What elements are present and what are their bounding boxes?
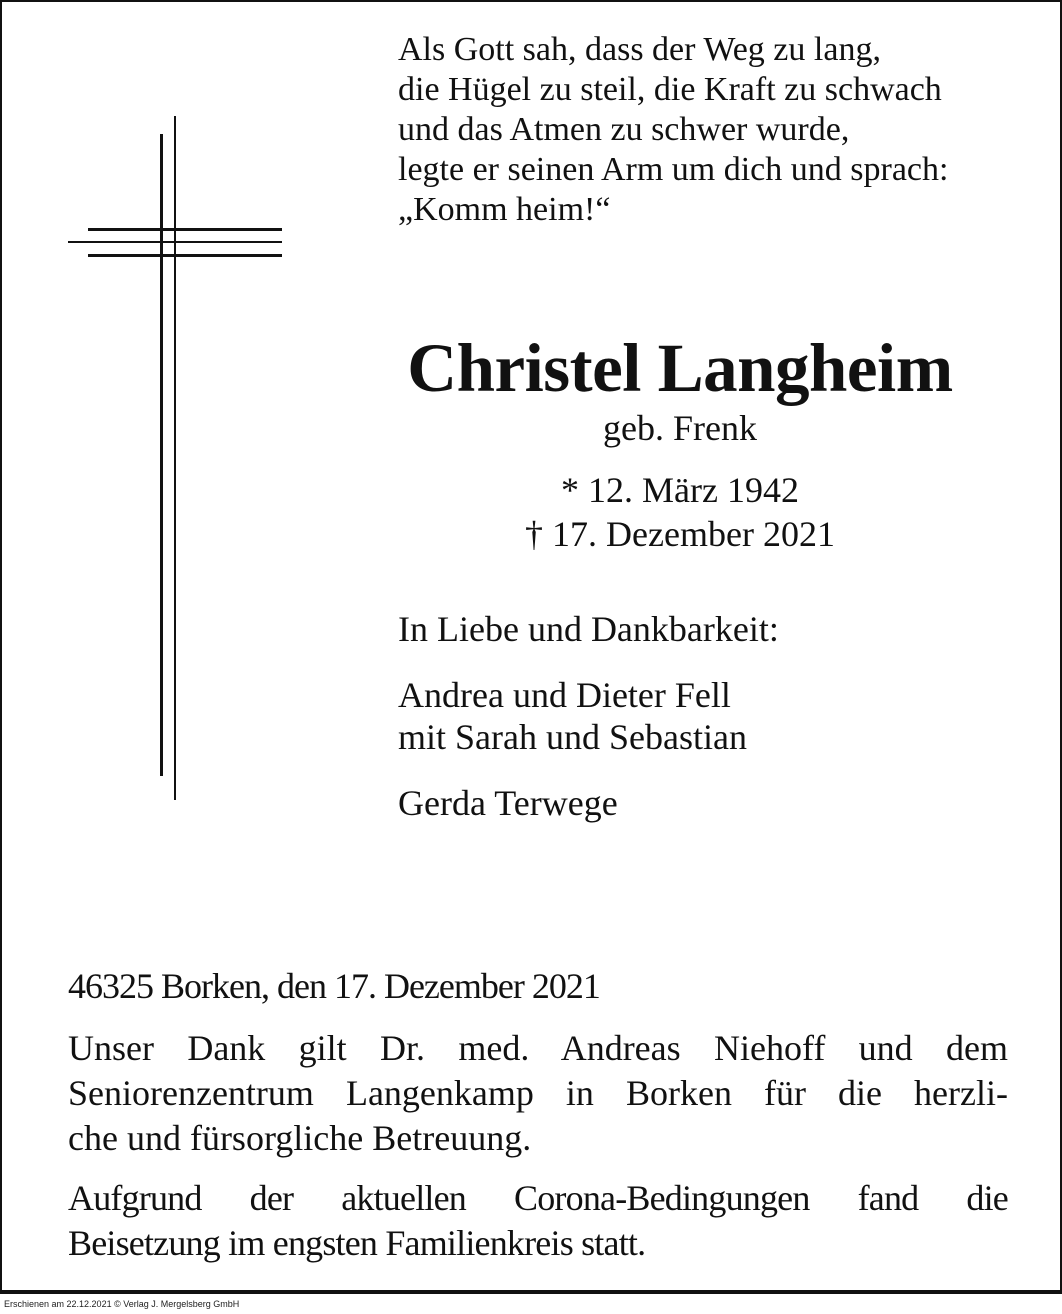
poem-line: die Hügel zu steil, die Kraft zu schwach — [398, 71, 942, 108]
death-date: † 17. Dezember 2021 — [525, 514, 835, 554]
family-line: mit Sarah und Sebastian — [398, 717, 747, 757]
thanks-line: Seniorenzentrum Langenkamp in Borken für die herzli- — [68, 1073, 1008, 1113]
publication-footer: Erschienen am 22.12.2021 © Verlag J. Mergelsberg GmbH — [4, 1299, 240, 1309]
thanks-paragraph — [68, 1026, 1008, 1161]
poem-line: legte er seinen Arm um dich und sprach: — [398, 151, 949, 188]
mourners-other: Gerda Terwege — [398, 783, 618, 823]
life-dates — [360, 468, 1000, 556]
thanks-line: Unser Dank gilt Dr. med. Andreas Niehoff und dem — [68, 1028, 1008, 1068]
family-line: Andrea und Dieter Fell — [398, 675, 731, 715]
mourners-family — [398, 674, 1018, 758]
poem-line: Als Gott sah, dass der Weg zu lang, — [398, 31, 881, 68]
birth-date: * 12. März 1942 — [561, 470, 799, 510]
place-date: 46325 Borken, den 17. Dezember 2021 — [68, 966, 600, 1006]
burial-paragraph — [68, 1176, 1008, 1266]
burial-line: Beisetzung im engsten Familienkreis statt. — [68, 1223, 646, 1263]
poem-line: „Komm heim!“ — [398, 191, 611, 228]
mourners-intro: In Liebe und Dankbarkeit: — [398, 609, 779, 649]
cross-icon — [68, 116, 282, 800]
poem-line: und das Atmen zu schwer wurde, — [398, 111, 850, 148]
deceased-name: Christel Langheim — [407, 330, 953, 406]
poem — [398, 30, 1038, 230]
maiden-name: geb. Frenk — [603, 408, 757, 448]
thanks-line: che und fürsorgliche Betreuung. — [68, 1118, 532, 1158]
mourners — [398, 608, 1018, 848]
burial-line: Aufgrund der aktuellen Corona-Bedingungen fand die — [68, 1178, 1008, 1218]
